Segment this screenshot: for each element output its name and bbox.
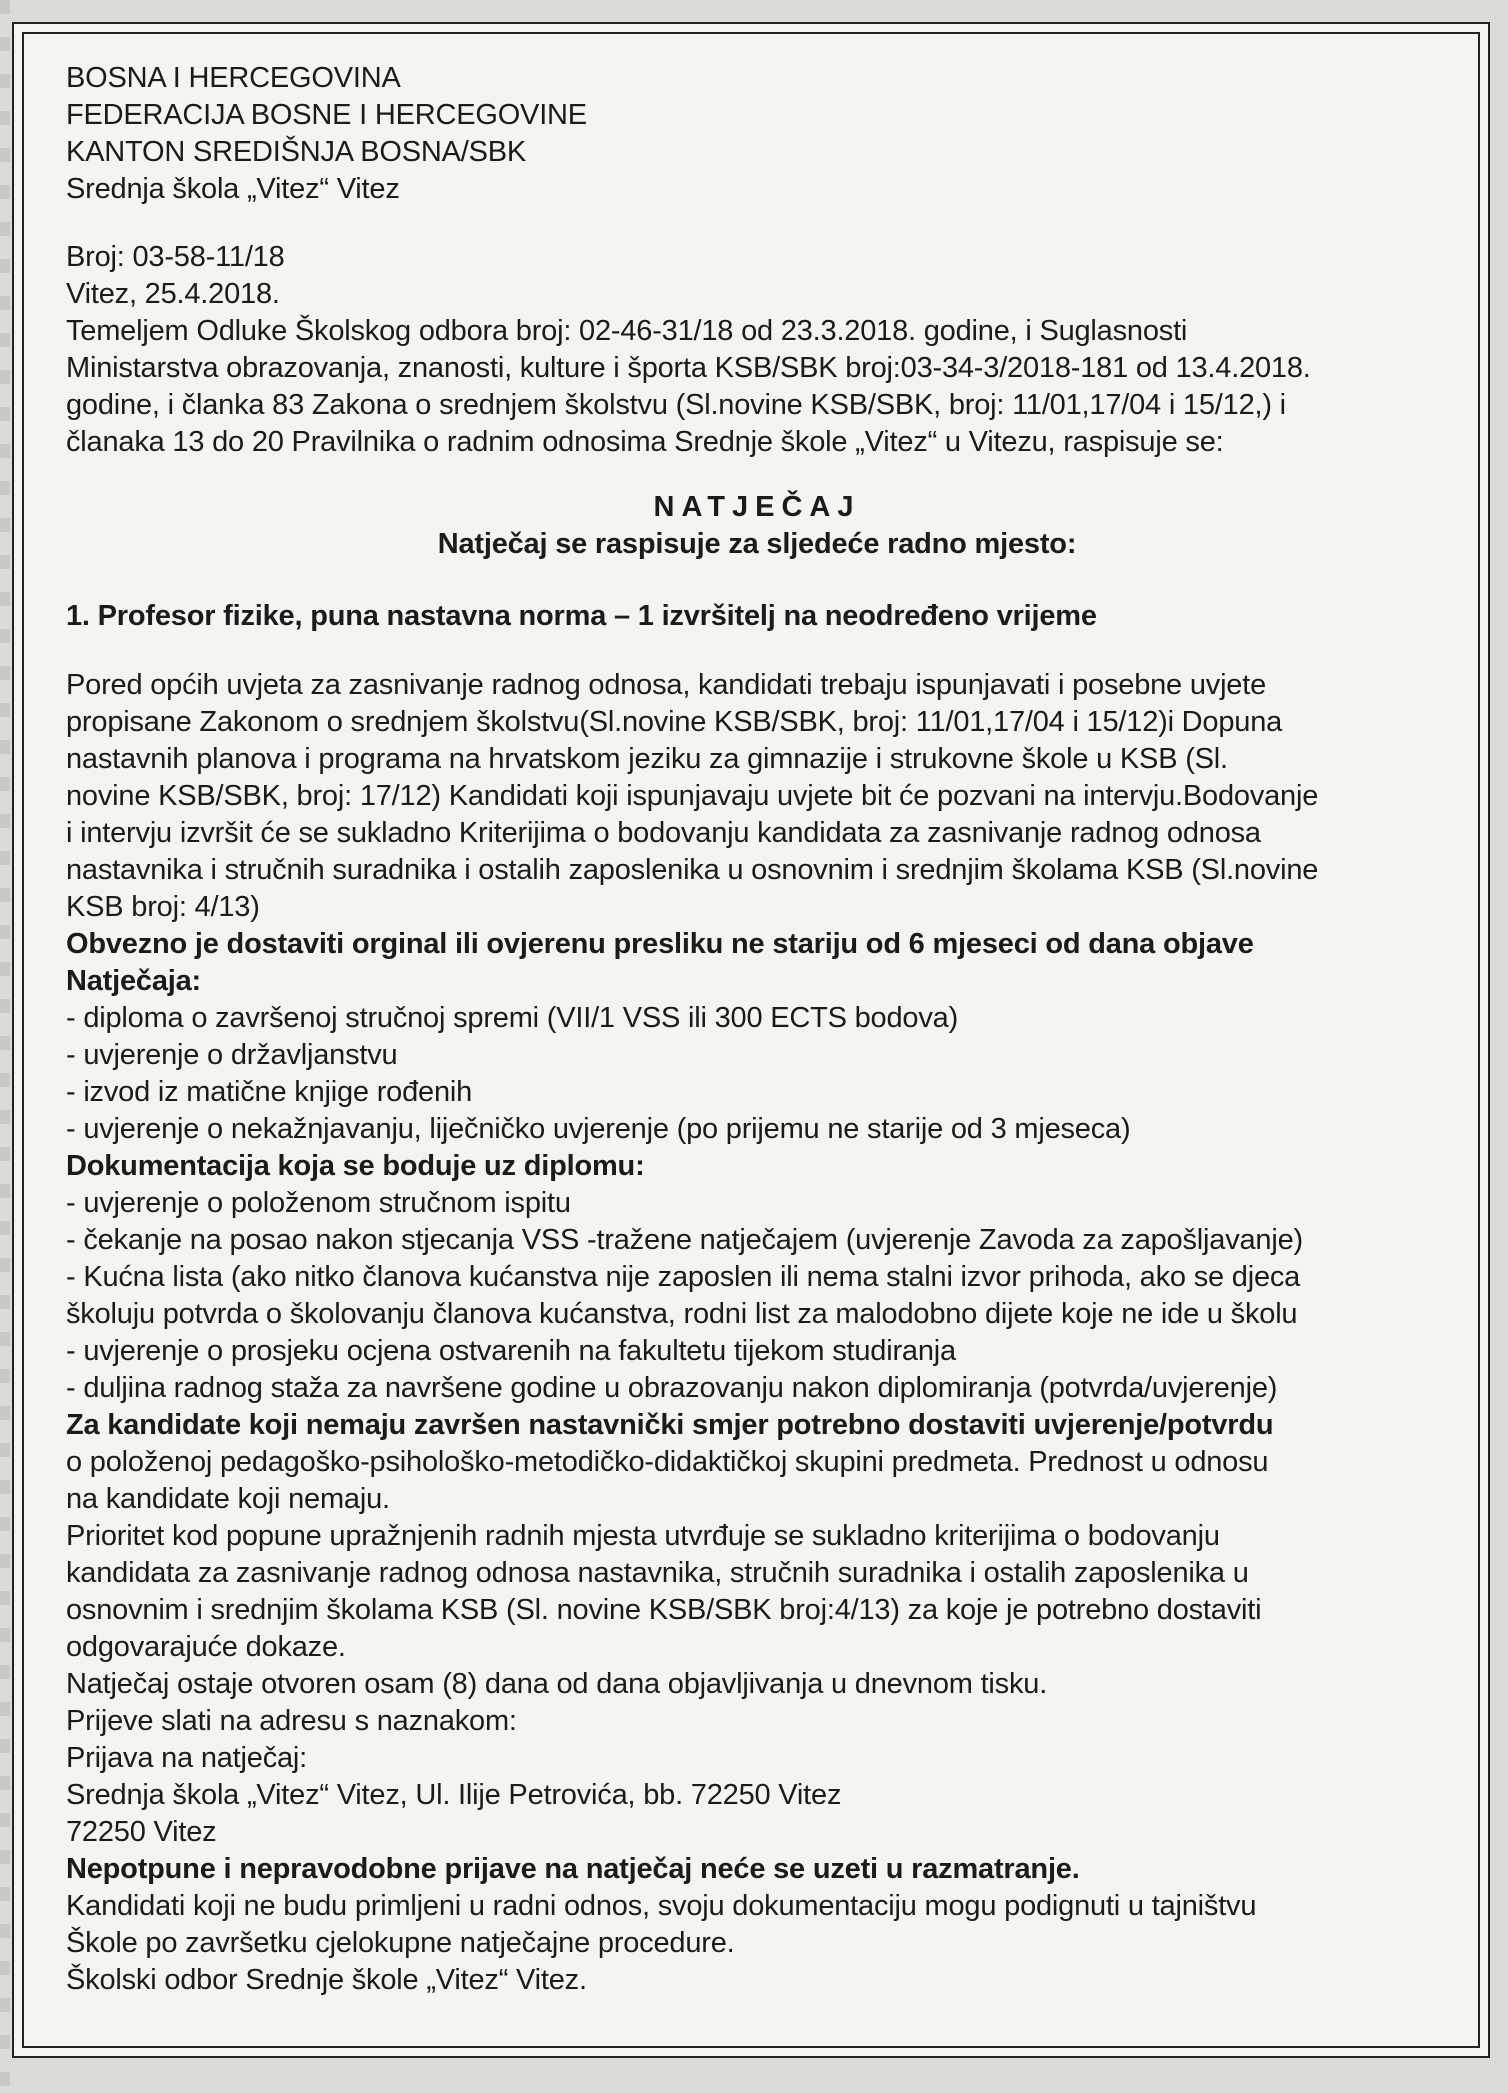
- conditions-paragraph: [66, 667, 1448, 926]
- job-vacancy-notice: [12, 22, 1490, 2058]
- conditions-line: KSB broj: 4/13): [66, 891, 260, 923]
- place-date: Vitez, 25.4.2018.: [66, 278, 280, 310]
- conditions-line: propisane Zakonom o srednjem školstvu(Sl.novine KSB/SBK, broj: 11/01,17/04 i 15/12)i Dopuna: [66, 706, 1283, 738]
- notice-title: NATJEČAJ: [653, 491, 861, 523]
- list-item: - uvjerenje o državljanstvu: [66, 1039, 398, 1071]
- required-heading-line: Natječaja:: [66, 965, 202, 997]
- incomplete-notice: Nepotpune i nepravodobne prijave na natječaj neće se uzeti u razmatranje.: [66, 1853, 1080, 1885]
- closing-line: Škole po završetku cjelokupne natječajne procedure.: [66, 1927, 735, 1959]
- teaching-line: na kandidate koji nemaju.: [66, 1483, 390, 1515]
- signature: Školski odbor Srednje škole „Vitez“ Vitez.: [66, 1964, 587, 1996]
- required-docs-list: [66, 1000, 1448, 1148]
- priority-line: kandidata za zasnivanje radnog odnosa nastavnika, stručnih suradnika i ostalih zaposlenika u: [66, 1557, 1249, 1589]
- header-federation: FEDERACIJA BOSNE I HERCEGOVINE: [66, 99, 587, 131]
- required-docs-heading: [66, 926, 1448, 1000]
- notice-subtitle: Natječaj se raspisuje za sljedeće radno mjesto:: [437, 528, 1077, 560]
- notice-inner-frame: [22, 32, 1480, 2048]
- conditions-line: novine KSB/SBK, broj: 17/12) Kandidati koji ispunjavaju uvjete bit će pozvani na intervju.Bodovanje: [66, 780, 1319, 812]
- priority-line: Prioritet kod popune upražnjenih radnih mjesta utvrđuje se sukladno kriterijima o bodovanju: [66, 1520, 1220, 1552]
- closing-paragraph: [66, 1888, 1448, 1962]
- teaching-requirement-heading: Za kandidate koji nemaju završen nastavnički smjer potrebno dostaviti uvjerenje/potvrdu: [66, 1409, 1274, 1441]
- list-item: - diploma o završenoj stručnoj spremi (VII/1 VSS ili 300 ECTS bodova): [66, 1002, 959, 1034]
- list-item: - Kućna lista (ako nitko članova kućanstva nije zaposlen ili nema stalni izvor prihoda, ako se djeca: [66, 1261, 1301, 1293]
- address-postcode: 72250 Vitez: [66, 1816, 217, 1848]
- teaching-requirement-text: [66, 1444, 1448, 1518]
- background-newspaper-column-left: [0, 0, 10, 2093]
- list-item: - uvjerenje o položenom stručnom ispitu: [66, 1187, 571, 1219]
- address-line: Srednja škola „Vitez“ Vitez, Ul. Ilije Petrovića, bb. 72250 Vitez: [66, 1779, 842, 1811]
- priority-line: osnovnim i srednjim školama KSB (Sl. novine KSB/SBK broj:4/13) za koje je potrebno dostaviti: [66, 1594, 1262, 1626]
- priority-paragraph: [66, 1518, 1448, 1666]
- conditions-line: nastavnika i stručnih suradnika i ostalih zaposlenika u osnovnim i srednjim školama KSB (Sl.novine: [66, 854, 1319, 886]
- application-label: Prijava na natječaj:: [66, 1742, 308, 1774]
- header-school: Srednja škola „Vitez“ Vitez: [66, 173, 400, 205]
- header-canton: KANTON SREDIŠNJA BOSNA/SBK: [66, 136, 527, 168]
- preamble-line: godine, i članka 83 Zakona o srednjem školstvu (Sl.novine KSB/SBK, broj: 11/01,17/04 i 15/12,) i: [66, 389, 1286, 421]
- priority-line: odgovarajuće dokaze.: [66, 1631, 346, 1663]
- reference-block: [66, 239, 1448, 313]
- issuer-header: [66, 60, 1448, 208]
- preamble-line: članaka 13 do 20 Pravilnika o radnim odnosima Srednje škole „Vitez“ u Vitezu, raspisuje se:: [66, 426, 1224, 458]
- teaching-line: o položenoj pedagoško-psihološko-metodičko-didaktičkoj skupini predmeta. Prednost u odnosu: [66, 1446, 1269, 1478]
- send-to: Prijeve slati na adresu s naznakom:: [66, 1705, 517, 1737]
- header-country: BOSNA I HERCEGOVINA: [66, 62, 401, 94]
- preamble: [66, 313, 1448, 461]
- position-heading: 1. Profesor fizike, puna nastavna norma – 1 izvršitelj na neodređeno vrijeme: [66, 600, 1097, 632]
- closing-line: Kandidati koji ne budu primljeni u radni odnos, svoju dokumentaciju mogu podignuti u tajništvu: [66, 1890, 1257, 1922]
- list-item: - duljina radnog staža za navršene godine u obrazovanju nakon diplomiranja (potvrda/uvjerenje): [66, 1372, 1278, 1404]
- list-item: - izvod iz matične knjige rođenih: [66, 1076, 473, 1108]
- reference-number: Broj: 03-58-11/18: [66, 241, 285, 273]
- conditions-line: Pored općih uvjeta za zasnivanje radnog odnosa, kandidati trebaju ispunjavati i posebne uvjete: [66, 669, 1267, 701]
- list-item: školuju potvrda o školovanju članova kućanstva, rodni list za malodobno dijete koje ne ide u školu: [66, 1298, 1298, 1330]
- preamble-line: Temeljem Odluke Školskog odbora broj: 02-46-31/18 od 23.3.2018. godine, i Suglasnosti: [66, 315, 1188, 347]
- conditions-line: nastavnih planova i programa na hrvatskom jeziku za gimnazije i strukovne škole u KSB (Sl.: [66, 743, 1228, 775]
- preamble-line: Ministarstva obrazovanja, znanosti, kulture i športa KSB/SBK broj:03-34-3/2018-181 od 13.4.2018.: [66, 352, 1311, 384]
- list-item: - čekanje na posao nakon stjecanja VSS -tražene natječajem (uvjerenje Zavoda za zapošljavanje): [66, 1224, 1303, 1256]
- conditions-line: i intervju izvršit će se sukladno Kriterijima o bodovanju kandidata za zasnivanje radnog odnosa: [66, 817, 1261, 849]
- scored-docs-heading: Dokumentacija koja se boduje uz diplomu:: [66, 1150, 645, 1182]
- required-heading-line: Obvezno je dostaviti orginal ili ovjerenu presliku ne stariju od 6 mjeseci od dana objave: [66, 928, 1254, 960]
- scored-docs-list: [66, 1185, 1448, 1407]
- list-item: - uvjerenje o prosjeku ocjena ostvarenih na fakultetu tijekom studiranja: [66, 1335, 956, 1367]
- open-period: Natječaj ostaje otvoren osam (8) dana od dana objavljivanja u dnevnom tisku.: [66, 1668, 1048, 1700]
- list-item: - uvjerenje o nekažnjavanju, liječničko uvjerenje (po prijemu ne starije od 3 mjeseca): [66, 1113, 1131, 1145]
